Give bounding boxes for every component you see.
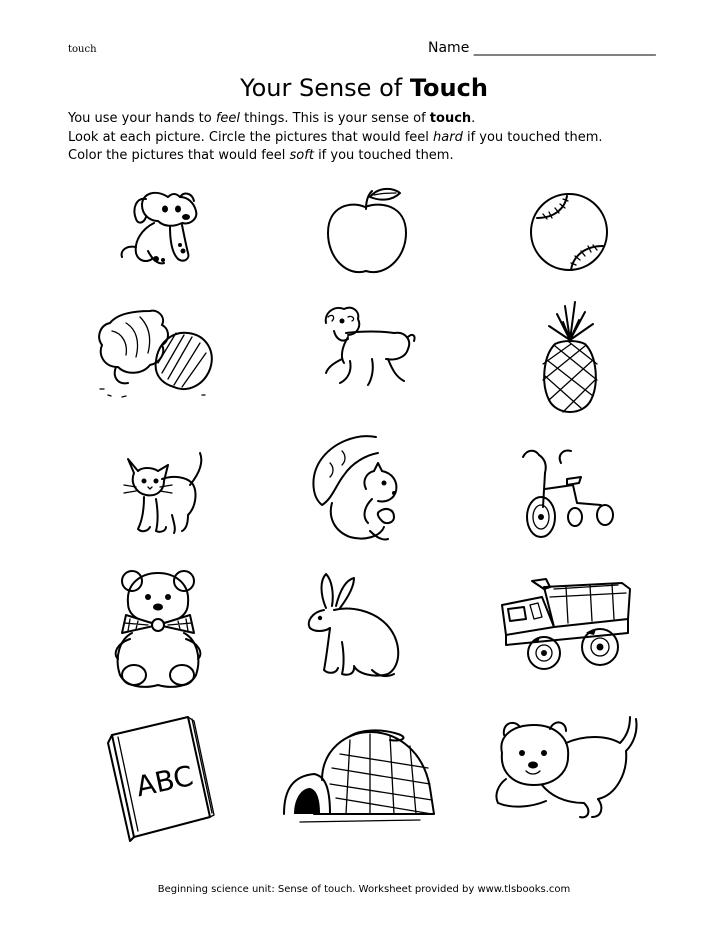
emphasis: touch	[429, 111, 472, 126]
page-title	[0, 74, 728, 102]
text: Look at each picture. Circle the pictures that would feel	[68, 129, 434, 145]
emphasis: feel	[215, 111, 241, 126]
instruction-line-1	[68, 110, 708, 129]
instructions	[68, 110, 708, 166]
footer-credit: Beginning science unit: Sense of touch. Worksheet provided by www.tlsbooks.com	[157, 884, 571, 895]
text: if you touched them.	[462, 129, 603, 145]
book-cover-text: ABC	[133, 759, 197, 804]
lamb-icon[interactable]	[312, 303, 417, 397]
toy-dump-truck-icon[interactable]	[494, 575, 634, 679]
igloo-icon[interactable]	[280, 728, 440, 832]
puppy-icon[interactable]	[108, 185, 208, 279]
apple-icon[interactable]	[322, 183, 412, 282]
text: things. This is your sense of	[240, 111, 430, 126]
tricycle-icon[interactable]	[517, 445, 617, 544]
pineapple-icon[interactable]	[535, 300, 605, 422]
instruction-line-3	[68, 147, 708, 166]
text: if you touched them.	[313, 148, 454, 164]
text: You use your hands to	[68, 111, 216, 126]
text: .	[471, 111, 476, 126]
seashells-icon[interactable]	[92, 303, 222, 407]
title-bold: Touch	[409, 74, 488, 102]
teddy-bear-icon[interactable]	[108, 567, 208, 696]
bunny-icon[interactable]	[302, 570, 406, 684]
name-field[interactable]: Name __________________________	[428, 40, 656, 56]
emphasis: hard	[433, 129, 463, 145]
instruction-line-2	[68, 129, 708, 148]
text: Color the pictures that would feel	[68, 148, 290, 164]
emphasis: soft	[289, 148, 314, 164]
squirrel-icon[interactable]	[306, 433, 416, 552]
abc-book-icon[interactable]	[104, 713, 219, 847]
kitten-icon[interactable]	[116, 445, 208, 541]
baseball-icon[interactable]	[527, 190, 611, 278]
bear-cub-icon[interactable]	[488, 713, 638, 832]
title-prefix: Your Sense of	[240, 74, 410, 102]
worksheet-topic: touch	[68, 44, 97, 55]
